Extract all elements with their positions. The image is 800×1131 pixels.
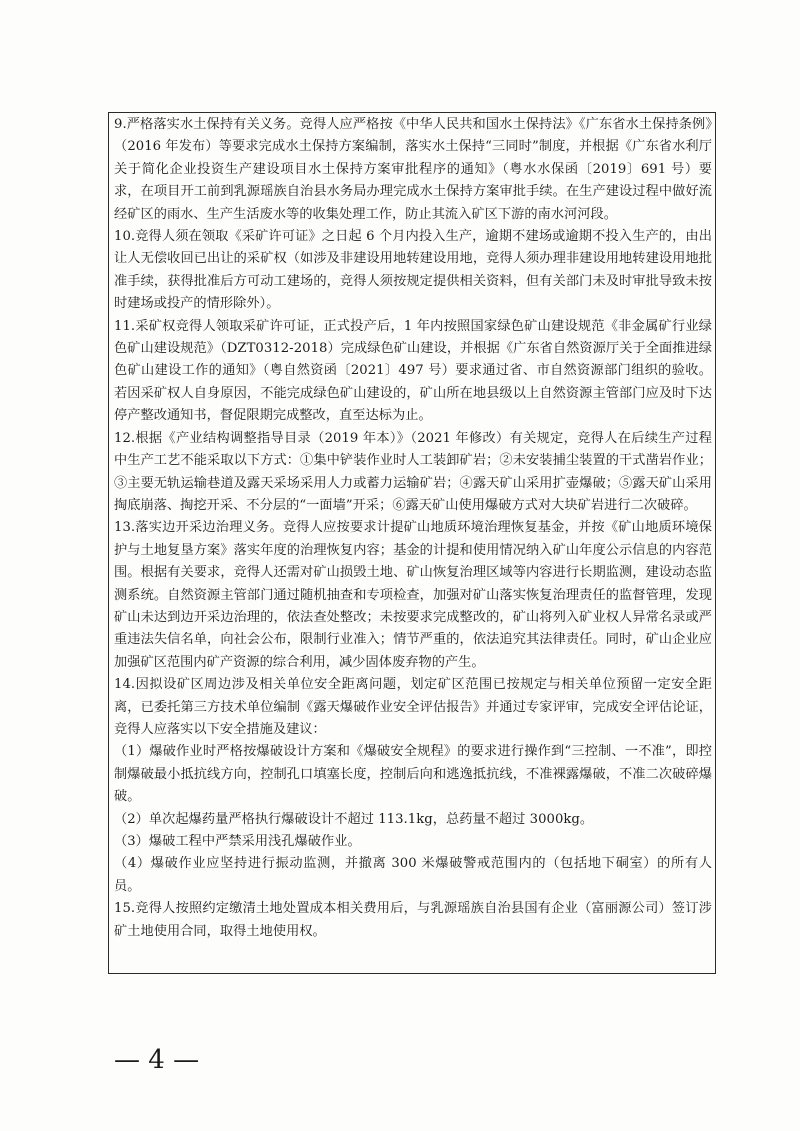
document-body bbox=[114, 114, 712, 943]
clause-13: 13.落实边开采边治理义务。竞得人应按要求计提矿山地质环境治理恢复基金，并按《矿山地质环境保护与土地复垦方案》落实年度的治理恢复内容；基金的计提和使用情况纳入矿山年度公示信息的内容范围。根据有关要求，竞得人还需对矿山损毁土地、矿山恢复治理区域等内容进行长期监测，建设动态监测系统。自然资源主管部门通过随机抽查和专项检查，加强对矿山落实恢复治理责任的监督管理，发现矿山未达到边开采边治理的，依法查处整改；未按要求完成整改的，矿山将列入矿业权人异常名录或严重违法失信名单，向社会公布，限制行业准入；情节严重的，依法追究其法律责任。同时，矿山企业应加强矿区范围内矿产资源的综合利用，减少固体废弃物的产生。 bbox=[114, 520, 712, 670]
clause-14-item-3: （3）爆破工程中严禁采用浅孔爆破作业。 bbox=[114, 834, 361, 849]
clause-12: 12.根据《产业结构调整指导目录（2019 年本）》（2021 年修改）有关规定，竞得人在后续生产过程中生产工艺不能采取以下方式：①集中铲装作业时人工装卸矿岩；②未安装捕尘装置的干式凿岩作业；③主要无轨运输巷道及露天采场采用人力或蓄力运输矿岩；④露天矿山采用扩壶爆破；⑤露天矿山采用掏底崩落、掏挖开采、不分层的“一面墙”开采；⑥露天矿山使用爆破方式对大块矿岩进行二次破碎。 bbox=[114, 430, 712, 513]
clause-14-item-1: （1）爆破作业时严格按爆破设计方案和《爆破安全规程》的要求进行操作到“三控制、一不准”，即控制爆破最小抵抗线方向，控制孔口填塞长度，控制后向和逃逸抵抗线，不准裸露爆破，不准二次破碎爆破。 bbox=[114, 744, 712, 805]
clause-14-item-4: （4）爆破作业应坚持进行振动监测，并撤离 300 米爆破警戒范围内的（包括地下硐室）的所有人员。 bbox=[114, 856, 712, 894]
clause-15: 15.竞得人按照约定缴清土地处置成本相关费用后，与乳源瑶族自治县国有企业（富丽源公司）签订涉矿土地使用合同，取得土地使用权。 bbox=[114, 901, 712, 939]
clause-9: 9.严格落实水土保持有关义务。竞得人应严格按《中华人民共和国水土保持法》《广东省水土保持条例》（2016 年发布）等要求完成水土保持方案编制，落实水土保持“三同时”制度，并根据《广东省水利厅关于简化企业投资生产建设项目水土保持方案审批程序的通知》（粤水水保函〔2019〕691 号）要求，在项目开工前到乳源瑶族自治县水务局办理完成水土保持方案审批手续。在生产建设过程中做好流经矿区的雨水、生产生活废水等的收集处理工作，防止其流入矿区下游的南水河河段。 bbox=[114, 117, 712, 222]
page-number: — 4 — bbox=[114, 1045, 200, 1075]
clause-11: 11.采矿权竞得人领取采矿许可证，正式投产后，1 年内按照国家绿色矿山建设规范《非金属矿行业绿色矿山建设规范》（DZT0312-2018）完成绿色矿山建设，并根据《广东省自然资源厅关于全面推进绿色矿山建设工作的通知》（粤自然资函〔2021〕497 号）要求通过省、市自然资源部门组织的验收。若因采矿权人自身原因，不能完成绿色矿山建设的，矿山所在地县级以上自然资源主管部门应及时下达停产整改通知书，督促限期完成整改，直至达标为止。 bbox=[114, 318, 712, 424]
clause-10: 10.竞得人须在领取《采矿许可证》之日起 6 个月内投入生产，逾期不建场或逾期不投入生产的，由出让人无偿收回已出让的采矿权（如涉及非建设用地转建设用地，竞得人须办理非建设用地转建设用地批准手续，获得批准后方可动工建场的，竞得人须按规定提供相关资料，但有关部门未及时审批导致未按时建场或投产的情形除外）。 bbox=[114, 229, 712, 312]
clause-14-item-2: （2）单次起爆药量严格执行爆破设计不超过 113.1kg，总药量不超过 3000kg。 bbox=[114, 811, 594, 827]
clause-14: 14.因拟设矿区周边涉及相关单位安全距离问题，划定矿区范围已按规定与相关单位预留一定安全距离，已委托第三方技术单位编制《露天爆破作业安全评估报告》并通过专家评审，完成安全评估论证，竞得人应落实以下安全措施及建议： bbox=[114, 677, 712, 737]
